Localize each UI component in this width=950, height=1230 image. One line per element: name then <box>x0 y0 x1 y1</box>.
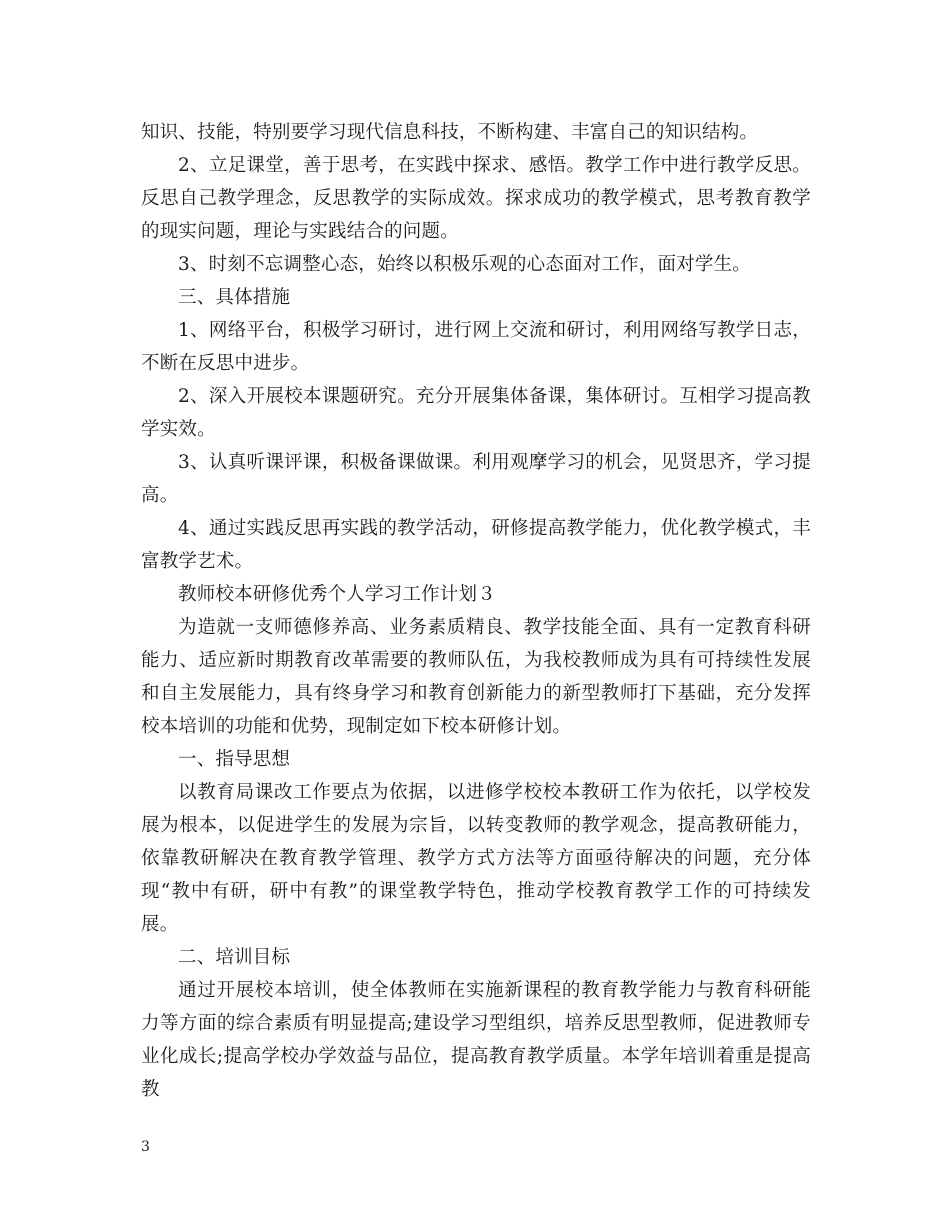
paragraph: 3、认真听课评课，积极备课做课。利用观摩学习的机会，见贤思齐，学习提高。 <box>141 452 811 506</box>
paragraph: 通过开展校本培训，使全体教师在实施新课程的教育教学能力与教育科研能力等方面的综合素质有明显提高;建设学习型组织，培养反思型教师，促进教师专业化成长;提高学校办学效益与品位，提高教育教学质量。本学年培训着重是提高教 <box>141 980 811 1100</box>
paragraph: 2、立足课堂，善于思考，在实践中探求、感悟。教学工作中进行教学反思。反思自己教学理念，反思教学的实际成效。探求成功的教学模式，思考教育教学的现实问题，理论与实践结合的问题。 <box>141 155 811 242</box>
document-title: 教师校本研修优秀个人学习工作计划３ <box>178 584 496 605</box>
paragraph: 1、网络平台，积极学习研讨，进行网上交流和研讨，利用网络写教学日志，不断在反思中进步。 <box>141 320 811 374</box>
paragraph: 知识、技能，特别要学习现代信息科技，不断构建、丰富自己的知识结构。 <box>141 122 759 143</box>
paragraph: 为造就一支师德修养高、业务素质精良、教学技能全面、具有一定教育科研能力、适应新时期教育改革需要的教师队伍，为我校教师成为具有可持续性发展和自主发展能力，具有终身学习和教育创新能力的新型教师打下基础，充分发挥校本培训的功能和优势，现制定如下校本研修计划。 <box>141 617 811 737</box>
paragraph: 以教育局课改工作要点为依据，以进修学校校本教研工作为依托，以学校发展为根本，以促进学生的发展为宗旨，以转变教师的教学观念，提高教研能力，依靠教研解决在教育教学管理、教学方式方法等方面亟待解决的问题，充分体现“教中有研，研中有教”的课堂教学特色，推动学校教育教学工作的可持续发展。 <box>141 782 811 935</box>
section-heading: 一、指导思想 <box>178 749 291 770</box>
section-heading: 二、培训目标 <box>178 947 291 968</box>
paragraph: 4、通过实践反思再实践的教学活动，研修提高教学能力，优化教学模式，丰富教学艺术。 <box>141 518 811 572</box>
document-body <box>141 116 811 1106</box>
paragraph: 2、深入开展校本课题研究。充分开展集体备课，集体研讨。互相学习提高教学实效。 <box>141 386 811 440</box>
page-number: 3 <box>141 1139 150 1155</box>
section-heading: 三、具体措施 <box>178 287 291 308</box>
paragraph: 3、时刻不忘调整心态，始终以积极乐观的心态面对工作，面对学生。 <box>178 254 751 275</box>
